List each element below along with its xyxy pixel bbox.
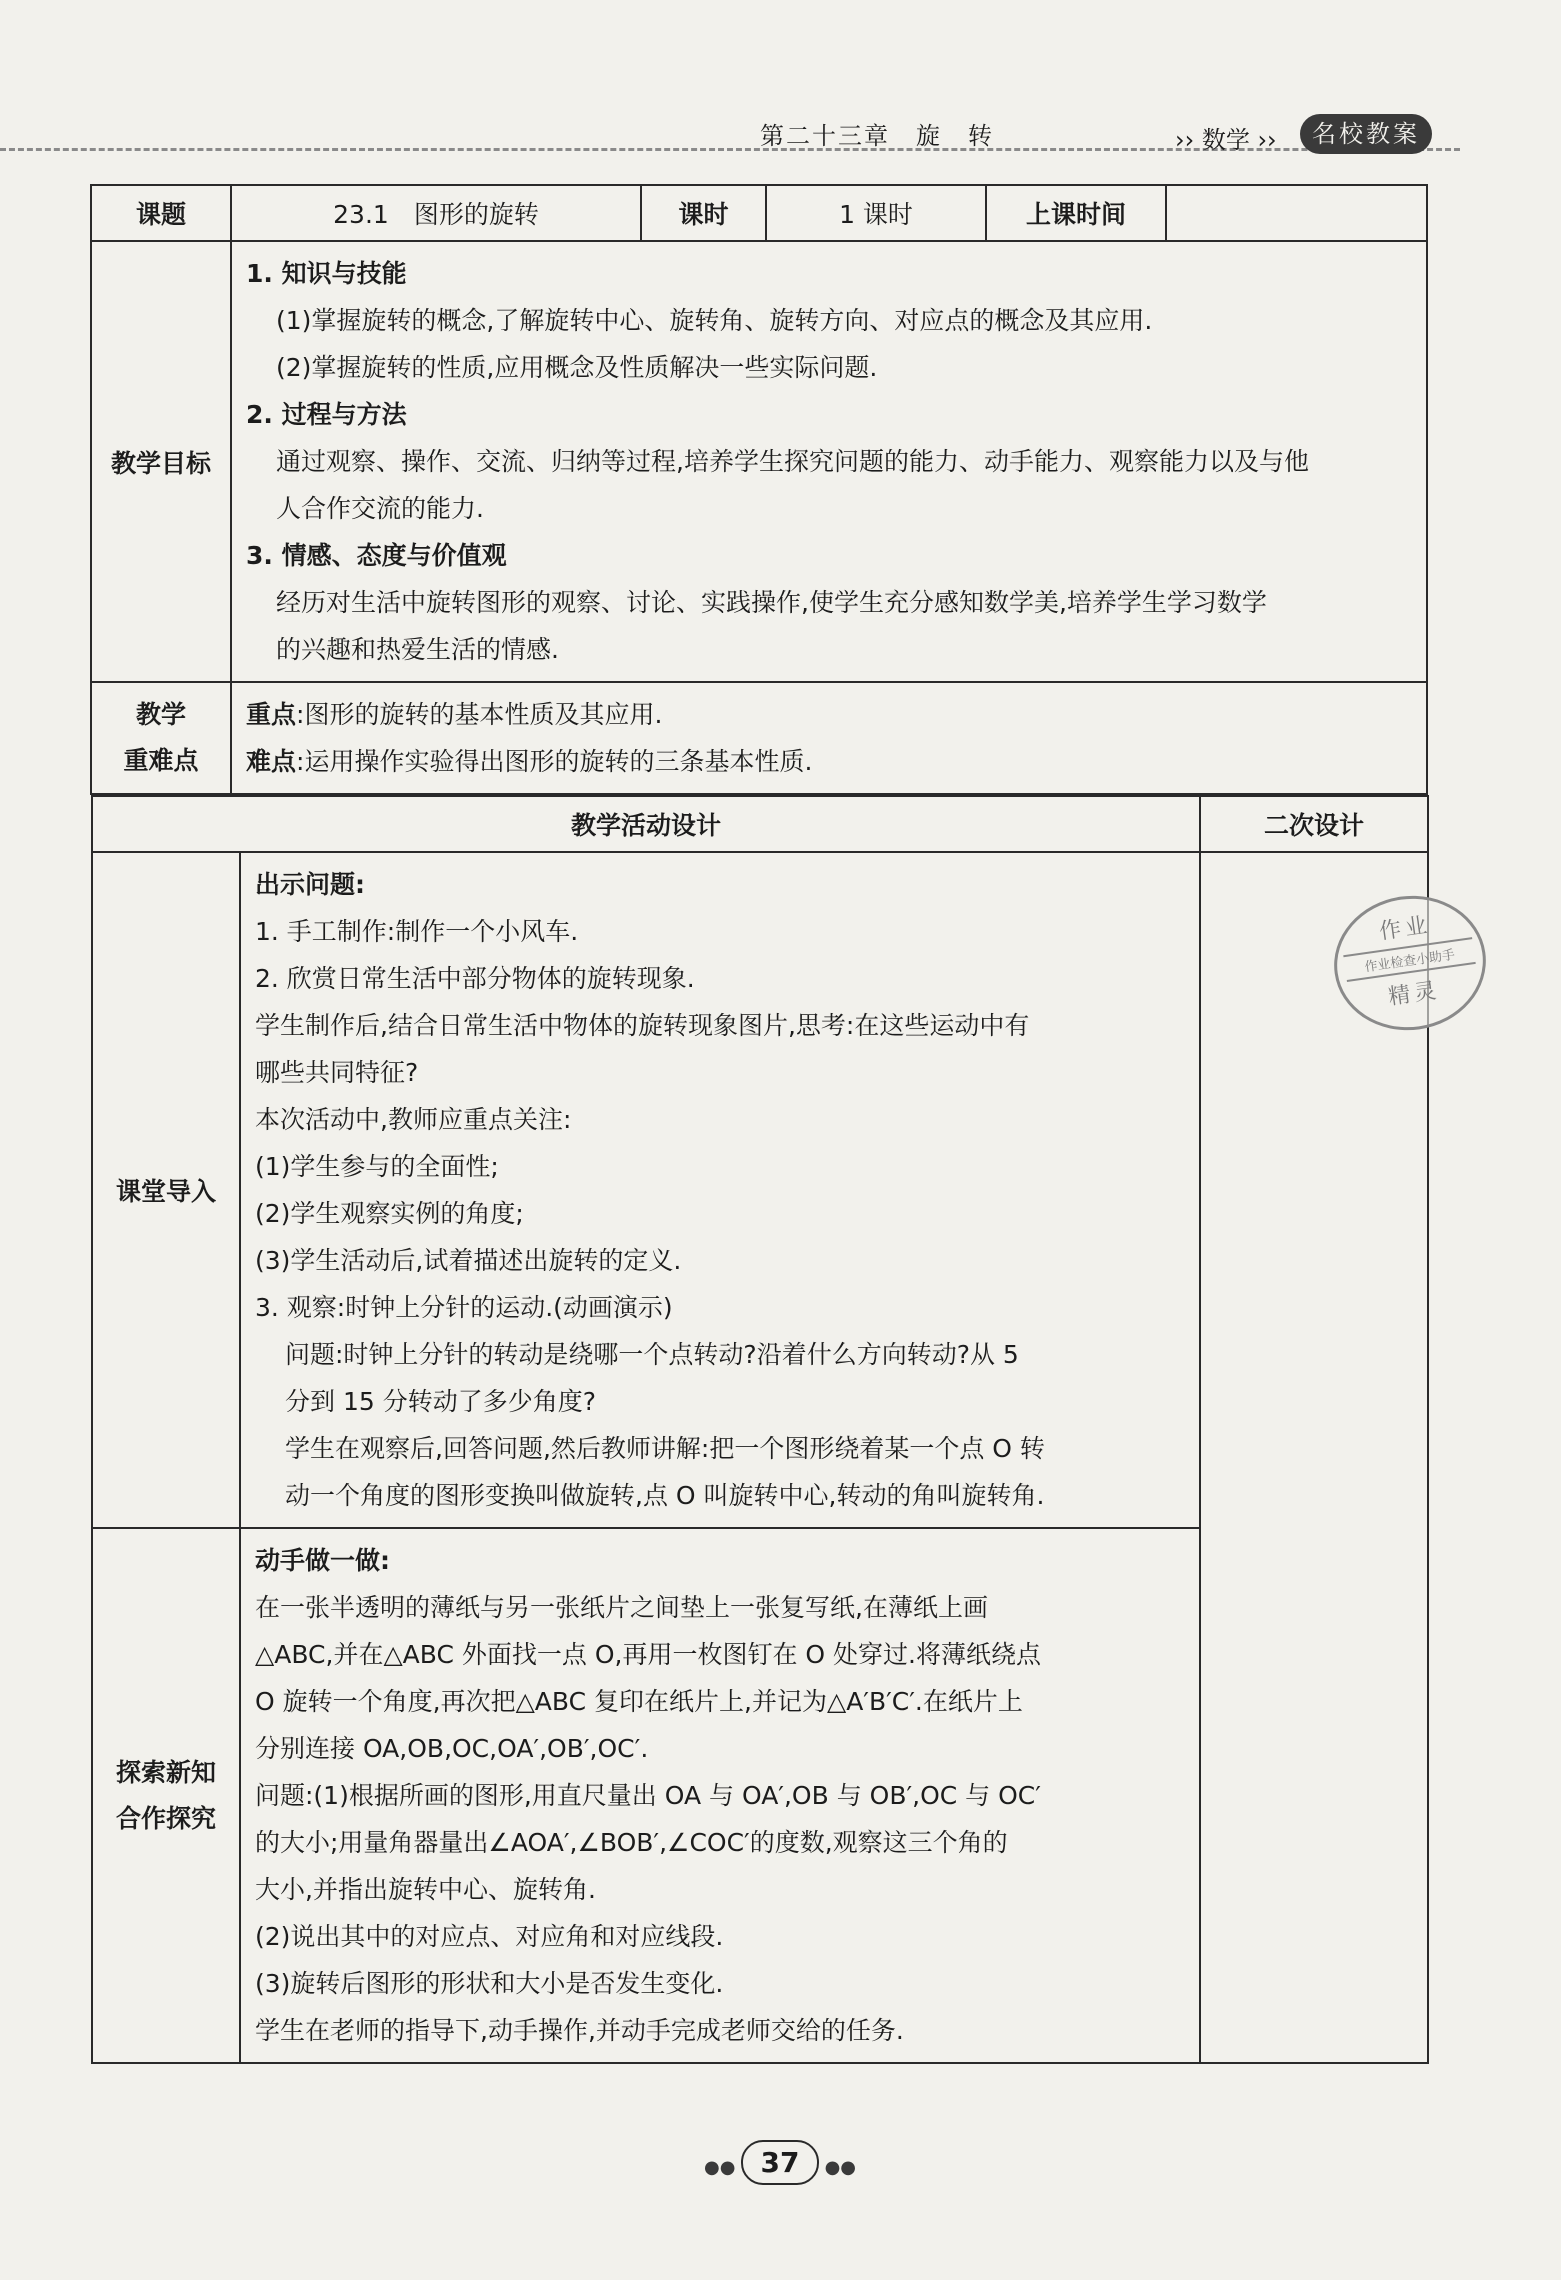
difficult-point-text: :运用操作实验得出图形的旋转的三条基本性质. (296, 747, 813, 776)
explore-line: 分别连接 OA,OB,OC,OA′,OB′,OC′. (255, 1734, 649, 1763)
topic-value: 23.1 图形的旋转 (231, 185, 641, 241)
second-design-header: 二次设计 (1200, 796, 1428, 852)
keypoints-row (91, 682, 1427, 794)
goals-text: 经历对生活中旋转图形的观察、讨论、实践操作,使学生充分感知数学美,培养学生学习数学 (276, 588, 1267, 617)
explore-line: O 旋转一个角度,再次把△ABC 复印在纸片上,并记为△A′B′C′.在纸片上 (255, 1687, 1023, 1716)
subject-label: ›› 数学 ›› (1175, 126, 1277, 154)
intro-row (92, 852, 1428, 1528)
intro-line: (3)学生活动后,试着描述出旋转的定义. (255, 1246, 682, 1275)
second-design-notes (1200, 852, 1428, 2063)
page-number-badge (700, 2140, 860, 2190)
page-number: 37 (741, 2140, 820, 2185)
explore-line: 学生在老师的指导下,动手操作,并动手完成老师交给的任务. (255, 2016, 904, 2045)
explore-line: 大小,并指出旋转中心、旋转角. (255, 1875, 596, 1904)
intro-indented-line: 动一个角度的图形变换叫做旋转,点 O 叫旋转中心,转动的角叫旋转角. (285, 1481, 1045, 1510)
intro-indented-line: 分到 15 分转动了多少角度? (285, 1387, 596, 1416)
intro-line: 3. 观察:时钟上分针的运动.(动画演示) (255, 1293, 673, 1322)
intro-label: 课堂导入 (92, 852, 240, 1528)
keypoints-label-line2: 重难点 (123, 746, 199, 775)
intro-line: 1. 手工制作:制作一个小风车. (255, 917, 579, 946)
class-time-value (1166, 185, 1427, 241)
stamp-bottom-text: 精灵 (1386, 978, 1442, 1011)
difficult-point (246, 738, 1412, 785)
design-section (91, 794, 1427, 2064)
intro-line: 学生制作后,结合日常生活中物体的旋转现象图片,思考:在这些运动中有 (255, 1011, 1030, 1040)
goals-text: 的兴趣和热爱生活的情感. (276, 635, 559, 664)
hours-label: 课时 (641, 185, 766, 241)
key-point-text: :图形的旋转的基本性质及其应用. (296, 700, 663, 729)
intro-line: (2)学生观察实例的角度; (255, 1199, 524, 1228)
explore-content (240, 1528, 1200, 2063)
explore-line: 在一张半透明的薄纸与另一张纸片之间垫上一张复写纸,在薄纸上画 (255, 1593, 988, 1622)
keypoints-label (91, 682, 231, 794)
goals-content (231, 241, 1427, 682)
goals-label: 教学目标 (91, 241, 231, 682)
page-header (0, 112, 1561, 162)
goals-text: (2)掌握旋转的性质,应用概念及性质解决一些实际问题. (276, 353, 878, 382)
goals-text: 通过观察、操作、交流、归纳等过程,培养学生探究问题的能力、动手能力、观察能力以及与他 (276, 447, 1309, 476)
keypoints-label-line1: 教学 (135, 700, 186, 729)
intro-indented-line: 问题:时钟上分针的转动是绕哪一个点转动?沿着什么方向转动?从 5 (285, 1340, 1019, 1369)
explore-line: 问题:(1)根据所画的图形,用直尺量出 OA 与 OA′,OB 与 OB′,OC 与 OC′ (255, 1781, 1041, 1810)
stamp-top-text: 作业 (1377, 912, 1433, 945)
explore-label-line2: 合作探究 (115, 1803, 216, 1833)
explore-line: (3)旋转后图形的形状和大小是否发生变化. (255, 1969, 724, 1998)
design-table (91, 795, 1429, 2064)
goals-heading-process: 2. 过程与方法 (246, 400, 407, 429)
explore-line: 动手做一做: (255, 1546, 390, 1575)
class-time-label: 上课时间 (986, 185, 1166, 241)
intro-line: 本次活动中,教师应重点关注: (255, 1105, 572, 1134)
intro-indented-line: 学生在观察后,回答问题,然后教师讲解:把一个图形绕着某一个点 O 转 (285, 1434, 1045, 1463)
intro-line: (1)学生参与的全面性; (255, 1152, 499, 1181)
explore-label-line1: 探索新知 (115, 1757, 216, 1787)
decor-dots-left: ●● (704, 2157, 736, 2178)
explore-line: (2)说出其中的对应点、对应角和对应线段. (255, 1922, 724, 1951)
activity-design-header: 教学活动设计 (92, 796, 1200, 852)
intro-line: 出示问题: (255, 870, 365, 899)
goals-text: 人合作交流的能力. (276, 494, 484, 523)
intro-content (240, 852, 1200, 1528)
key-point-label: 重点 (246, 700, 297, 729)
goals-text: (1)掌握旋转的概念,了解旋转中心、旋转角、旋转方向、对应点的概念及其应用. (276, 306, 1153, 335)
key-point (246, 691, 1412, 738)
keypoints-content (231, 682, 1427, 794)
design-header-row (92, 796, 1428, 852)
stamp-middle-text: 作业检查小助手 (1343, 937, 1475, 982)
chapter-title: 第二十三章 旋 转 (760, 122, 994, 150)
topic-row (91, 185, 1427, 241)
decor-dots-right: ●● (824, 2157, 856, 2178)
goals-row (91, 241, 1427, 682)
intro-line: 2. 欣赏日常生活中部分物体的旋转现象. (255, 964, 695, 993)
explore-line: 的大小;用量角器量出∠AOA′,∠BOB′,∠COC′的度数,观察这三个角的 (255, 1828, 1008, 1857)
goals-heading-attitude: 3. 情感、态度与价值观 (246, 541, 507, 570)
explore-line: △ABC,并在△ABC 外面找一点 O,再用一枚图钉在 O 处穿过.将薄纸绕点 (255, 1640, 1041, 1669)
intro-line: 哪些共同特征? (255, 1058, 419, 1087)
goals-heading-knowledge: 1. 知识与技能 (246, 259, 407, 288)
lesson-plan-table (90, 184, 1428, 2064)
difficult-point-label: 难点 (246, 747, 297, 776)
hours-value: 1 课时 (766, 185, 986, 241)
topic-label: 课题 (91, 185, 231, 241)
brand-badge: 名校教案 (1300, 114, 1432, 154)
design-section-cell (91, 794, 1427, 2064)
explore-label (92, 1528, 240, 2063)
